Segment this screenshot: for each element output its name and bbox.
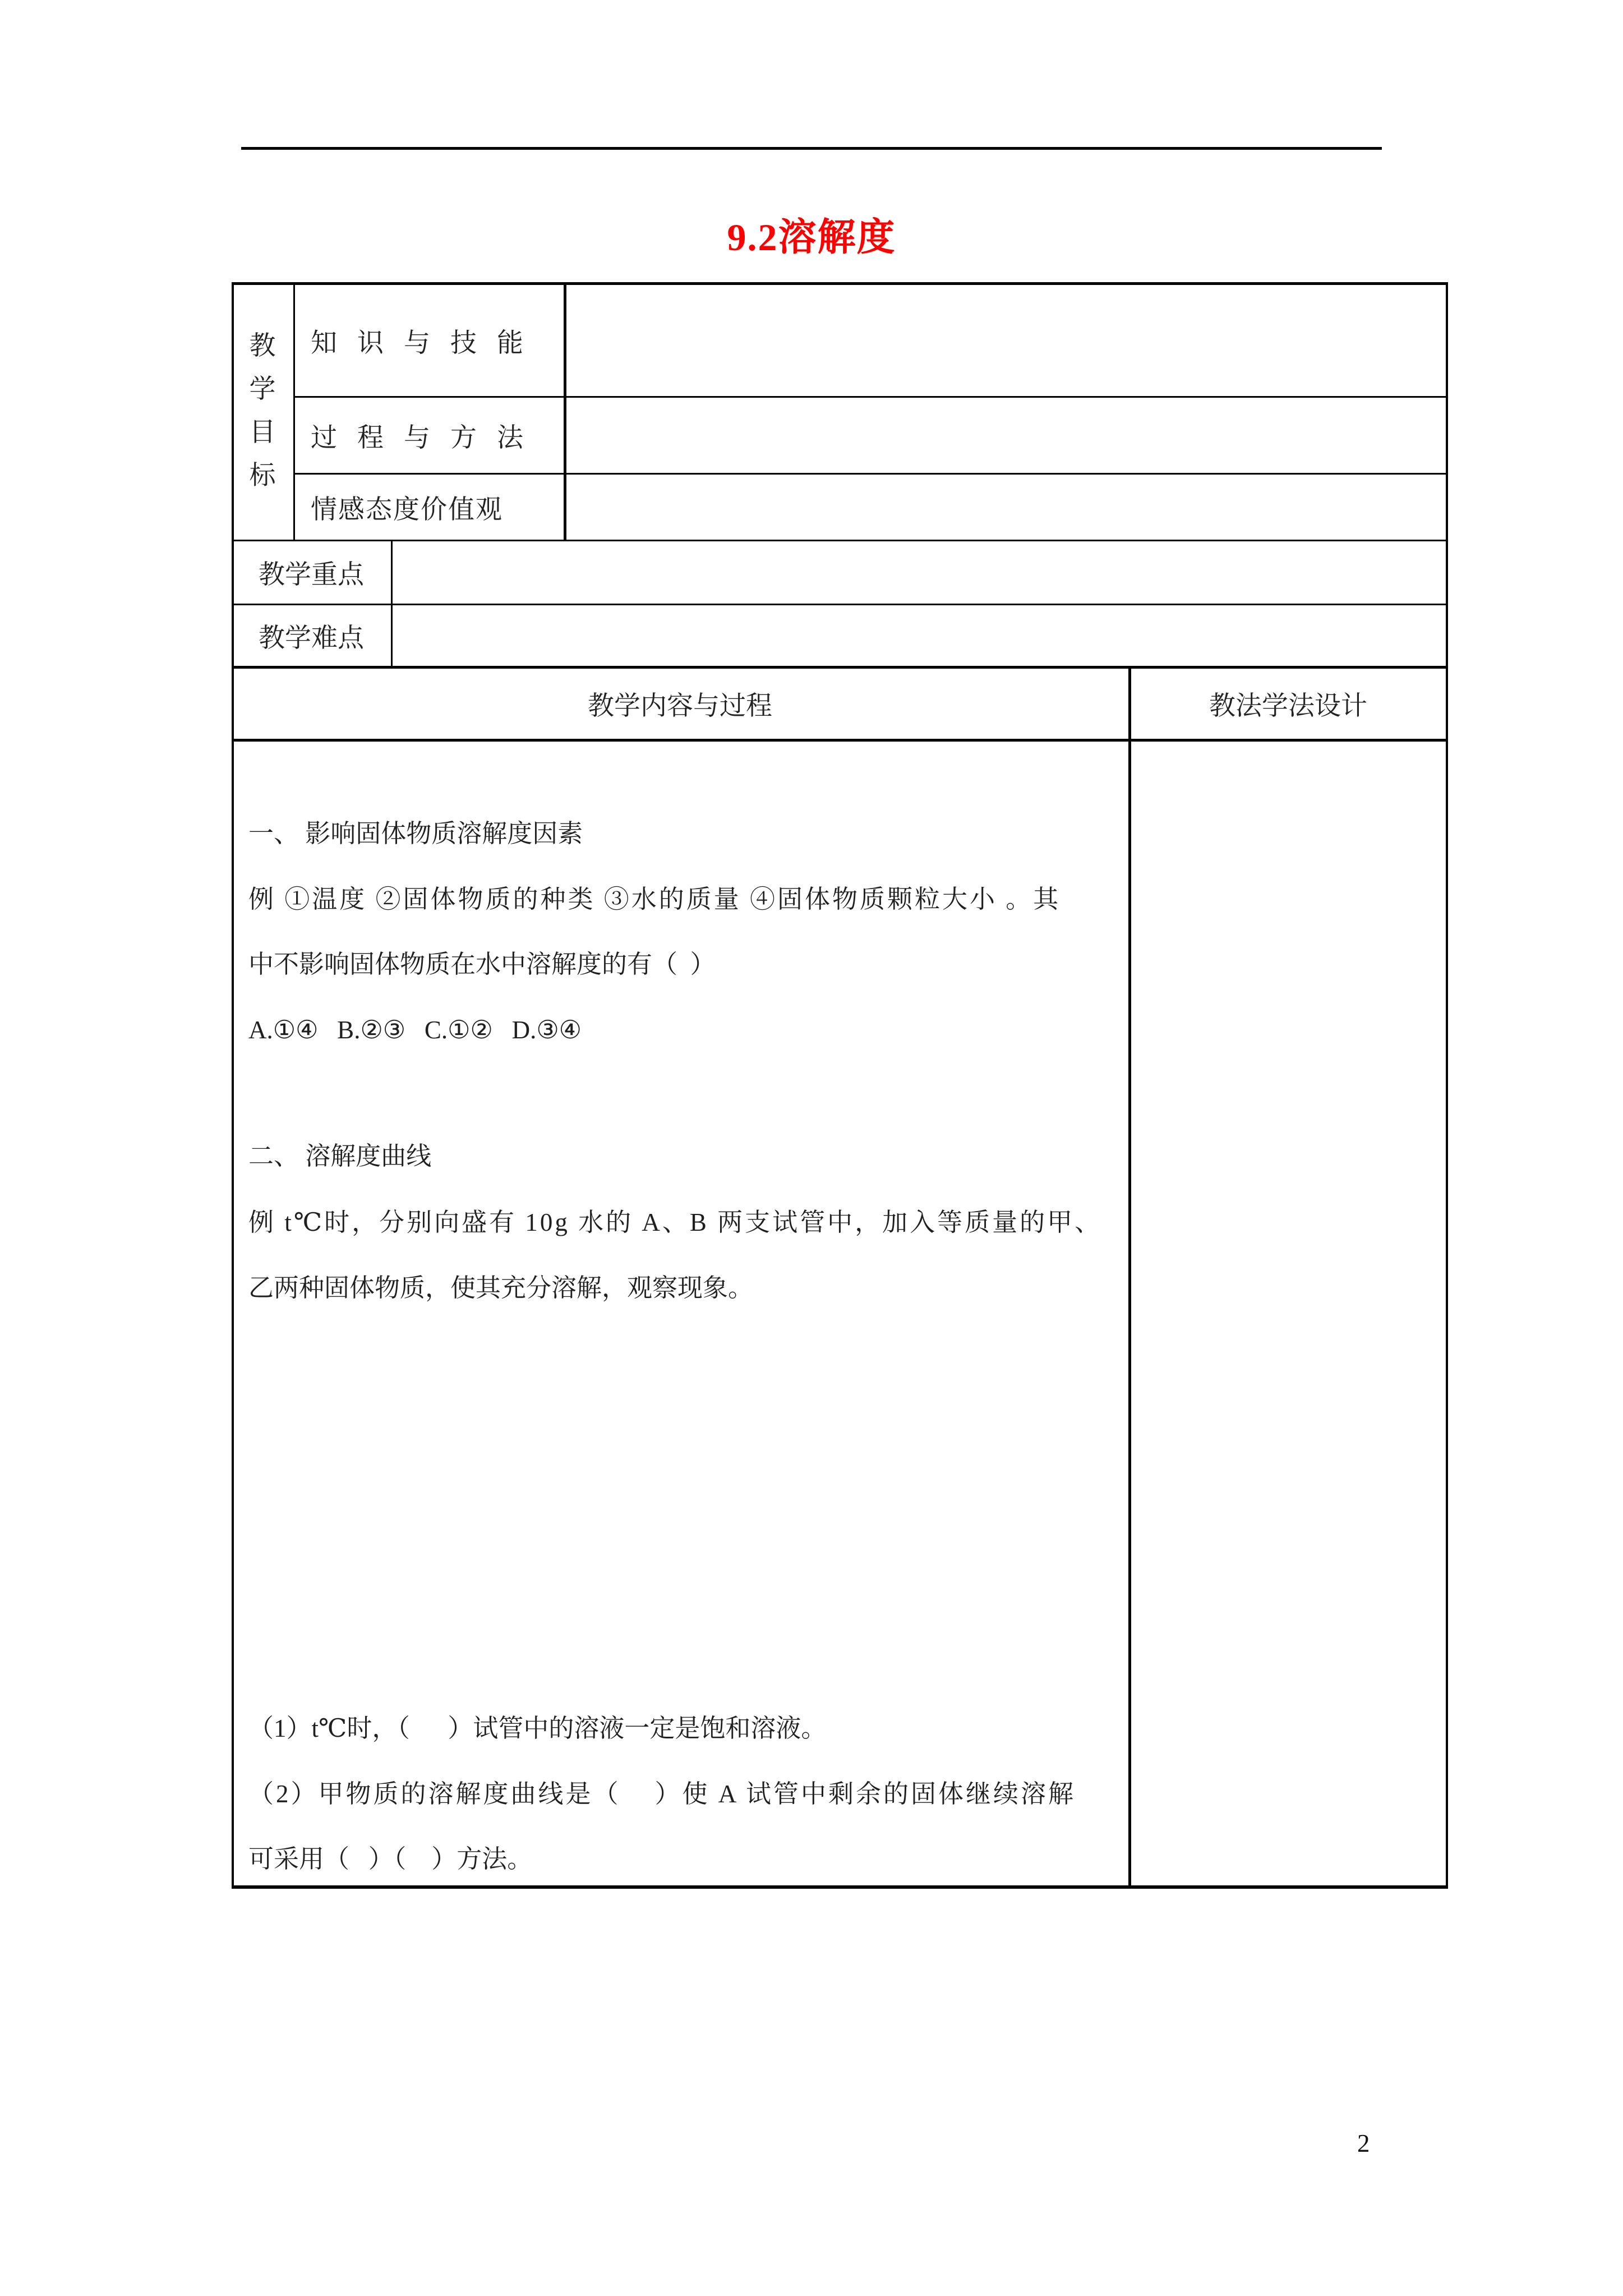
row-label-knowledge-skills: 知识与技能 xyxy=(311,328,543,358)
cell-teaching-difficulty-value xyxy=(393,605,1446,666)
header-teaching-method-design: 教法学法设计 xyxy=(1209,692,1367,721)
content-line: 二、 溶解度曲线 xyxy=(248,1142,432,1170)
content-line: （1）t℃时，（ ）试管中的溶液一定是饱和溶液。 xyxy=(248,1714,827,1742)
goal-char: 教 xyxy=(249,331,276,361)
content-line: （2）甲物质的溶解度曲线是（ ）使 A 试管中剩余的固体继续溶解 xyxy=(248,1780,1076,1808)
content-line: A.①④ B.②③ C.①② D.③④ xyxy=(248,1016,582,1044)
goal-char: 学 xyxy=(249,374,276,404)
row-label-process-method: 过程与方法 xyxy=(311,423,543,453)
content-line: 中不影响固体物质在水中溶解度的有（ ） xyxy=(248,950,716,978)
row-label-teaching-focus: 教学重点 xyxy=(259,560,364,590)
content-line: 可采用（ ）（ ）方法。 xyxy=(248,1845,533,1873)
table-border-right xyxy=(1446,282,1448,1889)
content-line: 乙两种固体物质，使其充分溶解，观察现象。 xyxy=(248,1274,754,1302)
table-border-bottom xyxy=(232,1885,1448,1889)
goal-char: 目 xyxy=(249,417,276,447)
page-title: 9.2溶解度 xyxy=(727,216,896,259)
row-label-teaching-difficulty: 教学难点 xyxy=(259,623,364,653)
header-rule xyxy=(241,147,1382,150)
content-line: 例 t℃时，分别向盛有 10g 水的 A、B 两支试管中，加入等质量的甲、 xyxy=(248,1208,1103,1236)
cell-teaching-focus-value xyxy=(393,541,1446,604)
row-label-emotion-values: 情感态度价值观 xyxy=(311,495,503,524)
teaching-goal-header xyxy=(232,282,293,540)
cell-knowledge-skills-value xyxy=(566,285,1446,396)
header-teaching-content-process: 教学内容与过程 xyxy=(588,692,772,721)
goal-char: 标 xyxy=(249,461,276,490)
content-line: 一、 影响固体物质溶解度因素 xyxy=(248,820,583,848)
cell-emotion-values-value xyxy=(566,475,1446,540)
content-line: 例 ①温度 ②固体物质的种类 ③水的质量 ④固体物质颗粒大小 。其 xyxy=(248,885,1061,913)
page-number: 2 xyxy=(1357,2129,1370,2157)
cell-process-method-value xyxy=(566,398,1446,473)
lesson-plan-table xyxy=(232,282,1448,1889)
cell-method-design-body xyxy=(1131,742,1446,1885)
